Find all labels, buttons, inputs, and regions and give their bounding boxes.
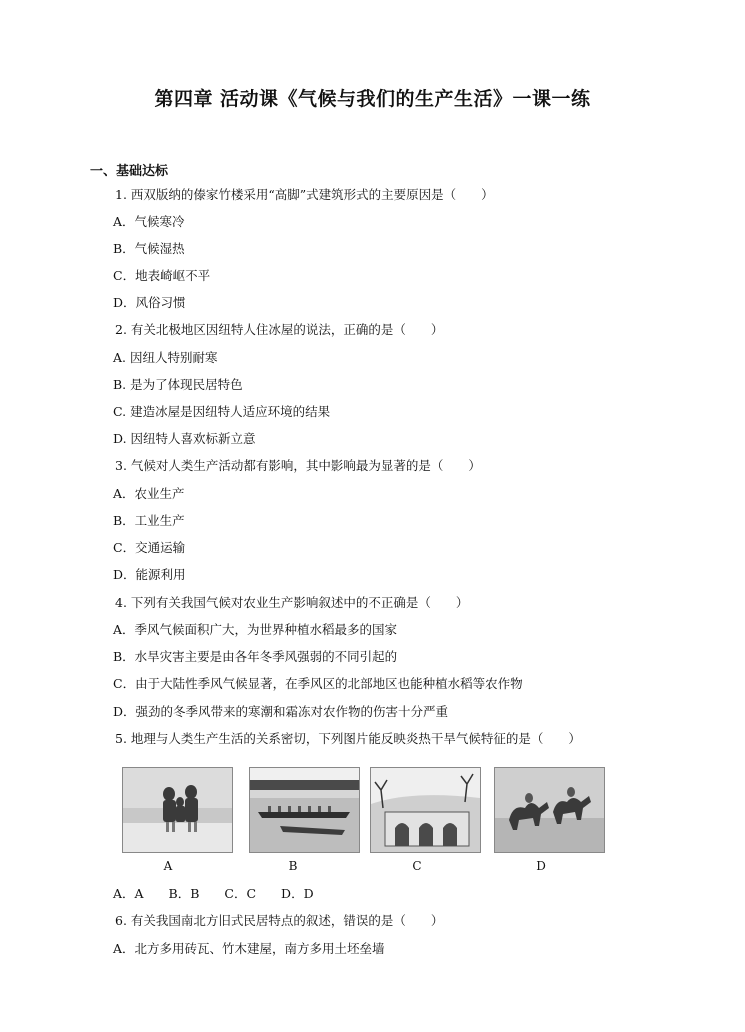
question-4-option-c: C．由于大陆性季风气候显著，在季风区的北部地区也能种植水稻等农作物 bbox=[113, 676, 523, 691]
question-1-option-b: B．气候湿热 bbox=[113, 241, 185, 256]
photo-c-cave-dwellings bbox=[370, 767, 481, 853]
photo-a-inuit bbox=[122, 767, 233, 853]
question-6-stem: 6. 有关我国南北方旧式民居特点的叙述，错误的是（ ） bbox=[115, 913, 444, 928]
question-4-option-a: A．季风气候面积广大，为世界种植水稻最多的国家 bbox=[113, 622, 398, 637]
question-3-option-d: D．能源利用 bbox=[113, 567, 186, 582]
question-3-option-b: B．工业生产 bbox=[113, 513, 185, 528]
question-1-option-a: A．气候寒冷 bbox=[113, 214, 185, 229]
question-2-option-c: C. 建造冰屋是因纽特人适应环境的结果 bbox=[113, 404, 331, 419]
question-2-option-d: D. 因纽特人喜欢标新立意 bbox=[113, 431, 256, 446]
question-1-stem: 1. 西双版纳的傣家竹楼采用“高脚”式建筑形式的主要原因是（ ） bbox=[115, 187, 494, 202]
question-4-option-b: B．水旱灾害主要是由各年冬季风强弱的不同引起的 bbox=[113, 649, 398, 664]
question-3-option-c: C．交通运输 bbox=[113, 540, 186, 555]
question-2-stem: 2. 有关北极地区因纽特人住冰屋的说法，正确的是（ ） bbox=[115, 322, 444, 337]
question-1-option-c: C．地表崎岖不平 bbox=[113, 268, 211, 283]
document-title: 第四章 活动课《气候与我们的生产生活》一课一练 bbox=[154, 88, 591, 110]
question-4-stem: 4. 下列有关我国气候对农业生产影响叙述中的不正确是（ ） bbox=[115, 595, 469, 610]
section-heading: 一、基础达标 bbox=[90, 164, 169, 179]
question-5-options: A．A B．B C．C D．D bbox=[113, 886, 314, 901]
photo-caption-d: D bbox=[536, 859, 546, 873]
photo-caption-b: B bbox=[288, 859, 298, 873]
photo-caption-a: A bbox=[163, 859, 173, 873]
question-2-option-b: B. 是为了体现民居特色 bbox=[113, 377, 243, 392]
photo-d-camel-caravan bbox=[494, 767, 605, 853]
question-3-option-a: A．农业生产 bbox=[113, 486, 185, 501]
question-6-option-a: A．北方多用砖瓦、竹木建屋，南方多用土坯垒墙 bbox=[113, 941, 385, 956]
question-5-photo-row bbox=[122, 767, 612, 877]
question-2-option-a: A. 因纽人特别耐寒 bbox=[113, 350, 218, 365]
question-3-stem: 3. 气候对人类生产活动都有影响，其中影响最为显著的是（ ） bbox=[115, 458, 481, 473]
question-4-option-d: D．强劲的冬季风带来的寒潮和霜冻对农作物的伤害十分严重 bbox=[113, 704, 449, 719]
photo-b-dragon-boat bbox=[249, 767, 360, 853]
question-1-option-d: D．风俗习惯 bbox=[113, 295, 186, 310]
photo-caption-c: C bbox=[412, 859, 422, 873]
question-5-stem: 5. 地理与人类生产生活的关系密切，下列图片能反映炎热干旱气候特征的是（ ） bbox=[115, 731, 581, 746]
